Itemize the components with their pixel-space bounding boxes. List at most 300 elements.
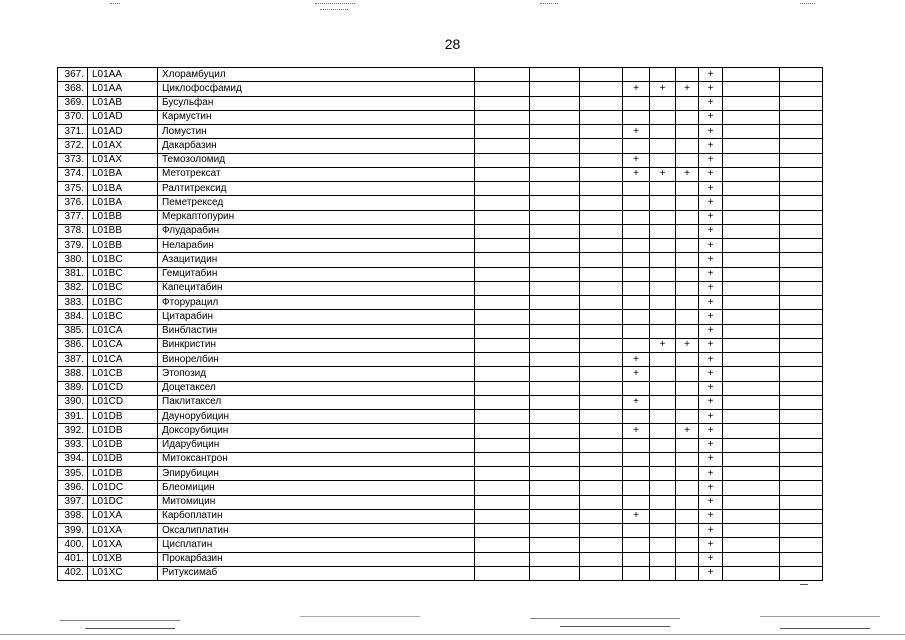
mark-cell: + [699,452,723,466]
scan-artifact [530,618,680,619]
empty-cell [780,110,823,124]
empty-cell [580,438,623,452]
mark-cell: + [699,96,723,110]
empty-cell [580,82,623,96]
empty-cell [580,296,623,310]
empty-cell [780,167,823,181]
drug-name: Митоксантрон [158,452,475,466]
atc-code: L01XA [88,524,158,538]
empty-cell [530,395,580,409]
empty-cell [530,68,580,82]
empty-cell [475,167,530,181]
empty-cell [780,96,823,110]
mark-cell [650,210,676,224]
row-number: 380. [58,253,88,267]
table-row [58,239,823,253]
empty-cell [580,281,623,295]
empty-cell [475,353,530,367]
table-row [58,82,823,96]
row-number: 388. [58,367,88,381]
mark-cell: + [623,353,650,367]
empty-cell [723,296,780,310]
empty-cell [780,524,823,538]
empty-cell [580,324,623,338]
drug-name: Оксалиплатин [158,524,475,538]
empty-cell [475,139,530,153]
table-row [58,395,823,409]
mark-cell: + [699,153,723,167]
empty-cell [723,538,780,552]
mark-cell [650,467,676,481]
empty-cell [723,139,780,153]
atc-code: L01DB [88,467,158,481]
empty-cell [475,452,530,466]
empty-cell [780,552,823,566]
row-number: 379. [58,239,88,253]
atc-code: L01BC [88,296,158,310]
row-number: 393. [58,438,88,452]
row-number: 372. [58,139,88,153]
table-row [58,552,823,566]
empty-cell [780,395,823,409]
table-row [58,96,823,110]
drug-name: Винкристин [158,338,475,352]
empty-cell [475,125,530,139]
mark-cell [676,538,699,552]
scan-artifact [560,626,670,627]
empty-cell [580,167,623,181]
empty-cell [580,566,623,580]
mark-cell [650,495,676,509]
mark-cell: + [699,68,723,82]
drug-name: Доксорубицин [158,424,475,438]
mark-cell [650,438,676,452]
mark-cell [623,538,650,552]
empty-cell [780,410,823,424]
row-number: 381. [58,267,88,281]
empty-cell [530,552,580,566]
atc-code: L01DB [88,438,158,452]
mark-cell: + [699,182,723,196]
mark-cell [623,495,650,509]
empty-cell [780,281,823,295]
atc-code: L01CD [88,381,158,395]
mark-cell [650,281,676,295]
empty-cell [723,367,780,381]
empty-cell [530,367,580,381]
mark-cell [676,110,699,124]
drug-name: Прокарбазин [158,552,475,566]
atc-code: L01BB [88,224,158,238]
mark-cell [623,438,650,452]
atc-code: L01XA [88,538,158,552]
mark-cell: + [699,467,723,481]
mark-cell [650,566,676,580]
mark-cell: + [699,481,723,495]
drug-name: Винбластин [158,324,475,338]
atc-code: L01AD [88,125,158,139]
mark-cell [623,196,650,210]
table-row [58,139,823,153]
mark-cell: + [699,367,723,381]
mark-cell [650,381,676,395]
empty-cell [530,424,580,438]
drug-name: Ритуксимаб [158,566,475,580]
empty-cell [530,481,580,495]
table-row [58,267,823,281]
atc-code: L01XB [88,552,158,566]
atc-code: L01BB [88,239,158,253]
mark-cell: + [676,424,699,438]
drug-name: Ломустин [158,125,475,139]
empty-cell [723,395,780,409]
mark-cell: + [699,566,723,580]
table-row [58,281,823,295]
row-number: 384. [58,310,88,324]
mark-cell [623,524,650,538]
empty-cell [530,495,580,509]
empty-cell [475,281,530,295]
mark-cell [623,182,650,196]
empty-cell [475,224,530,238]
empty-cell [530,125,580,139]
mark-cell: + [676,167,699,181]
mark-cell [650,452,676,466]
mark-cell [623,281,650,295]
empty-cell [530,509,580,523]
mark-cell: + [699,239,723,253]
mark-cell [650,538,676,552]
mark-cell [623,139,650,153]
mark-cell: + [699,310,723,324]
row-number: 378. [58,224,88,238]
empty-cell [723,182,780,196]
mark-cell: + [676,82,699,96]
mark-cell [623,239,650,253]
scan-artifact [85,628,175,629]
empty-cell [475,509,530,523]
empty-cell [723,125,780,139]
table-row [58,182,823,196]
mark-cell [676,153,699,167]
mark-cell [623,566,650,580]
empty-cell [475,210,530,224]
empty-cell [530,139,580,153]
empty-cell [580,310,623,324]
empty-cell [580,253,623,267]
drug-name: Даунорубицин [158,410,475,424]
empty-cell [580,538,623,552]
empty-cell [580,481,623,495]
mark-cell [623,96,650,110]
empty-cell [530,267,580,281]
empty-cell [780,367,823,381]
mark-cell: + [623,167,650,181]
empty-cell [475,239,530,253]
table-row [58,196,823,210]
empty-cell [723,467,780,481]
mark-cell [650,353,676,367]
empty-cell [723,96,780,110]
table-row [58,324,823,338]
atc-code: L01CA [88,353,158,367]
empty-cell [580,424,623,438]
scan-artifact [300,616,420,617]
drug-table [57,67,823,581]
empty-cell [475,296,530,310]
mark-cell [650,410,676,424]
empty-cell [475,524,530,538]
mark-cell [650,296,676,310]
empty-cell [723,253,780,267]
empty-cell [530,538,580,552]
row-number: 377. [58,210,88,224]
empty-cell [580,96,623,110]
empty-cell [780,82,823,96]
table-row [58,538,823,552]
mark-cell [676,481,699,495]
drug-name: Метотрексат [158,167,475,181]
mark-cell [676,353,699,367]
row-number: 389. [58,381,88,395]
table-row [58,110,823,124]
table-row [58,310,823,324]
empty-cell [580,125,623,139]
row-number: 375. [58,182,88,196]
scan-artifact [320,9,348,11]
empty-cell [475,68,530,82]
mark-cell [676,182,699,196]
mark-cell [650,367,676,381]
empty-cell [780,438,823,452]
mark-cell: + [699,381,723,395]
row-number: 385. [58,324,88,338]
row-number: 398. [58,509,88,523]
mark-cell [676,296,699,310]
mark-cell [650,324,676,338]
mark-cell [676,239,699,253]
atc-code: L01BC [88,253,158,267]
empty-cell [475,424,530,438]
table-row [58,125,823,139]
empty-cell [780,324,823,338]
empty-cell [580,410,623,424]
table-row [58,452,823,466]
drug-name: Доцетаксел [158,381,475,395]
table-row [58,210,823,224]
mark-cell [676,310,699,324]
mark-cell [623,210,650,224]
mark-cell: + [699,167,723,181]
scan-artifact [110,3,120,5]
mark-cell: + [699,410,723,424]
empty-cell [530,253,580,267]
mark-cell: + [699,196,723,210]
mark-cell [650,481,676,495]
row-number: 396. [58,481,88,495]
drug-name: Винорелбин [158,353,475,367]
mark-cell [623,253,650,267]
row-number: 367. [58,68,88,82]
mark-cell [623,410,650,424]
mark-cell [676,395,699,409]
mark-cell: + [699,509,723,523]
empty-cell [723,267,780,281]
drug-name: Капецитабин [158,281,475,295]
mark-cell [650,139,676,153]
table-row [58,566,823,580]
empty-cell [580,182,623,196]
empty-cell [780,239,823,253]
empty-cell [780,467,823,481]
empty-cell [580,239,623,253]
mark-cell [623,481,650,495]
empty-cell [780,509,823,523]
table-row [58,509,823,523]
empty-cell [530,353,580,367]
empty-cell [780,224,823,238]
empty-cell [475,395,530,409]
mark-cell: + [699,281,723,295]
page-number: 28 [444,36,461,52]
table-row [58,381,823,395]
row-number: 383. [58,296,88,310]
mark-cell: + [650,82,676,96]
mark-cell [623,467,650,481]
empty-cell [723,224,780,238]
table-row [58,438,823,452]
mark-cell: + [623,153,650,167]
empty-cell [723,410,780,424]
mark-cell [650,424,676,438]
mark-cell: + [699,495,723,509]
mark-cell [650,196,676,210]
empty-cell [780,139,823,153]
empty-cell [580,524,623,538]
mark-cell [650,68,676,82]
mark-cell [676,281,699,295]
atc-code: L01AD [88,110,158,124]
drug-name: Эпирубицин [158,467,475,481]
mark-cell [650,182,676,196]
row-number: 382. [58,281,88,295]
empty-cell [580,68,623,82]
mark-cell: + [699,424,723,438]
empty-cell [530,324,580,338]
table-row [58,481,823,495]
empty-cell [530,196,580,210]
atc-code: L01XA [88,509,158,523]
empty-cell [475,552,530,566]
row-number: 390. [58,395,88,409]
mark-cell [623,267,650,281]
mark-cell [676,267,699,281]
empty-cell [780,424,823,438]
empty-cell [475,367,530,381]
row-number: 371. [58,125,88,139]
drug-name: Карбоплатин [158,509,475,523]
mark-cell: + [623,125,650,139]
empty-cell [780,153,823,167]
mark-cell [676,524,699,538]
table-row [58,410,823,424]
mark-cell: + [623,509,650,523]
scan-artifact [800,3,815,5]
atc-code: L01CA [88,338,158,352]
mark-cell [676,467,699,481]
mark-cell [676,210,699,224]
drug-name: Цитарабин [158,310,475,324]
atc-code: L01CA [88,324,158,338]
table-row [58,424,823,438]
drug-name: Идарубицин [158,438,475,452]
drug-name: Флударабин [158,224,475,238]
empty-cell [780,310,823,324]
row-number: 397. [58,495,88,509]
table-row [58,495,823,509]
empty-cell [475,338,530,352]
empty-cell [475,324,530,338]
mark-cell [676,139,699,153]
empty-cell [475,381,530,395]
row-number: 401. [58,552,88,566]
empty-cell [475,467,530,481]
mark-cell [676,96,699,110]
row-number: 395. [58,467,88,481]
empty-cell [723,281,780,295]
empty-cell [475,253,530,267]
empty-cell [580,224,623,238]
mark-cell [650,253,676,267]
empty-cell [780,267,823,281]
mark-cell [650,509,676,523]
empty-cell [475,153,530,167]
atc-code: L01DB [88,424,158,438]
mark-cell: + [623,424,650,438]
empty-cell [530,153,580,167]
atc-code: L01CD [88,395,158,409]
mark-cell [676,196,699,210]
drug-name: Неларабин [158,239,475,253]
row-number: 392. [58,424,88,438]
empty-cell [530,281,580,295]
mark-cell: + [699,125,723,139]
empty-cell [723,196,780,210]
empty-cell [780,495,823,509]
atc-code: L01AA [88,82,158,96]
drug-name: Фторурацил [158,296,475,310]
empty-cell [723,452,780,466]
atc-code: L01BA [88,196,158,210]
mark-cell: + [699,353,723,367]
mark-cell [676,410,699,424]
atc-code: L01XC [88,566,158,580]
drug-name: Цисплатин [158,538,475,552]
table-row [58,167,823,181]
mark-cell: + [650,167,676,181]
atc-code: L01BB [88,210,158,224]
mark-cell [623,552,650,566]
atc-code: L01BC [88,267,158,281]
empty-cell [530,524,580,538]
empty-cell [723,324,780,338]
atc-code: L01AB [88,96,158,110]
mark-cell [650,125,676,139]
mark-cell [650,96,676,110]
empty-cell [530,224,580,238]
mark-cell: + [699,253,723,267]
row-number: 373. [58,153,88,167]
